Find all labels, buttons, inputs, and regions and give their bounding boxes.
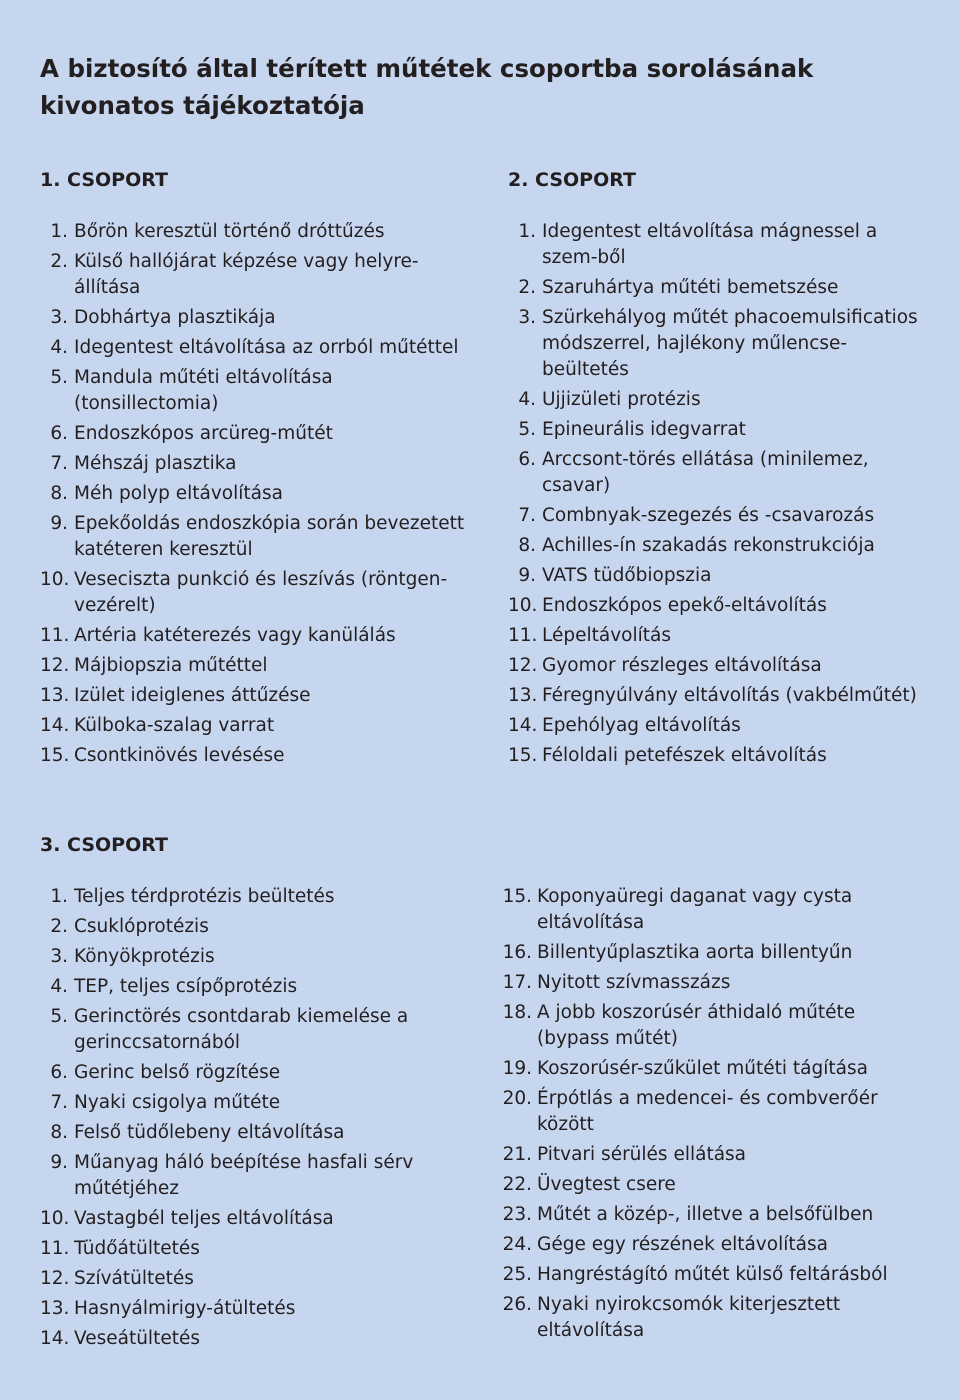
list-item <box>40 1004 470 1056</box>
list-item <box>508 219 928 271</box>
list-item <box>502 1292 922 1344</box>
list-item <box>502 1056 922 1082</box>
item-text: A jobb koszorúsér áthidaló műtéte (bypass műtét) <box>537 1002 856 1049</box>
list-item <box>40 623 470 649</box>
list-item <box>40 1296 470 1322</box>
item-number: 5. <box>518 419 536 440</box>
list-item <box>40 914 470 940</box>
item-number: 7. <box>50 453 68 474</box>
list-item <box>40 365 470 417</box>
group1-heading: 1. CSOPORT <box>40 169 168 191</box>
item-text: Koponyaüregi daganat vagy cysta eltávolítása <box>537 886 853 933</box>
item-number: 14. <box>40 1328 70 1349</box>
item-number: 10. <box>40 1208 70 1229</box>
item-text: Műanyag háló beépítése hasfali sérv műtétjéhez <box>74 1152 414 1199</box>
list-item <box>508 563 928 589</box>
list-item <box>508 743 928 769</box>
list-item <box>40 451 470 477</box>
list-item <box>508 387 928 413</box>
list-item <box>508 447 928 499</box>
item-number: 5. <box>50 1006 68 1027</box>
item-text: TEP, teljes csípőprotézis <box>74 976 298 997</box>
item-text: Üvegtest csere <box>537 1174 676 1195</box>
list-item <box>40 335 470 361</box>
item-text: Méhszáj plasztika <box>74 453 237 474</box>
item-text: Szürkehályog műtét phacoemulsificatios módszerrel, hajlékony műlencse-beültetés <box>542 307 918 380</box>
item-number: 24. <box>502 1234 532 1255</box>
item-text: Epehólyag eltávolítás <box>542 715 741 736</box>
list-item <box>502 1086 922 1138</box>
item-text: Epineurális idegvarrat <box>542 419 746 440</box>
list-item <box>502 884 922 936</box>
item-text: Bőrön keresztül történő dróttűzés <box>74 221 385 242</box>
item-text: Külső hallójárat képzése vagy helyre-állítása <box>74 251 419 298</box>
list-item <box>508 623 928 649</box>
item-text: Csuklóprotézis <box>74 916 209 937</box>
item-number: 10. <box>508 595 538 616</box>
item-number: 11. <box>508 625 538 646</box>
group3-list-right <box>502 884 922 1348</box>
list-item <box>40 567 470 619</box>
list-item <box>502 1262 922 1288</box>
group3-list-left <box>40 884 470 1356</box>
item-number: 14. <box>40 715 70 736</box>
item-text: Gerinctörés csontdarab kiemelése a gerinccsatornából <box>74 1006 409 1053</box>
list-item <box>40 511 470 563</box>
list-item <box>502 1172 922 1198</box>
item-number: 13. <box>40 685 70 706</box>
item-text: Arccsont-törés ellátása (minilemez, csavar) <box>542 449 869 496</box>
list-item <box>502 1202 922 1228</box>
item-text: Tüdőátültetés <box>74 1238 200 1259</box>
item-number: 13. <box>508 685 538 706</box>
item-number: 3. <box>518 307 536 328</box>
item-text: Epekőoldás endoszkópia során bevezetett katéteren keresztül <box>74 513 465 560</box>
item-text: Achilles-ín szakadás rekonstrukciója <box>542 535 875 556</box>
item-number: 4. <box>518 389 536 410</box>
item-number: 12. <box>40 1268 70 1289</box>
list-item <box>508 275 928 301</box>
item-text: Dobhártya plasztikája <box>74 307 276 328</box>
item-text: Műtét a közép-, illetve a belsőfülben <box>537 1204 874 1225</box>
group2-list <box>508 219 928 773</box>
item-text: Artéria katéterezés vagy kanülálás <box>74 625 396 646</box>
item-number: 3. <box>50 307 68 328</box>
group1-list <box>40 219 470 773</box>
item-text: Nyitott szívmasszázs <box>537 972 731 993</box>
list-item <box>508 503 928 529</box>
item-number: 6. <box>50 1062 68 1083</box>
item-number: 6. <box>50 423 68 444</box>
list-item <box>502 1232 922 1258</box>
item-text: Érpótlás a medencei- és combverőér között <box>537 1088 878 1135</box>
item-text: Könyökprotézis <box>74 946 215 967</box>
item-number: 2. <box>518 277 536 298</box>
item-text: Gerinc belső rögzítése <box>74 1062 281 1083</box>
title-line: A biztosító által térített műtétek csoportba sorolásának <box>40 54 814 83</box>
item-text: Billentyűplasztika aorta billentyűn <box>537 942 853 963</box>
item-number: 7. <box>50 1092 68 1113</box>
item-number: 17. <box>502 972 532 993</box>
item-number: 12. <box>40 655 70 676</box>
list-item <box>508 683 928 709</box>
item-number: 2. <box>50 251 68 272</box>
item-text: Mandula műtéti eltávolítása (tonsillectomia) <box>74 367 333 414</box>
item-text: Szaruhártya műtéti bemetszése <box>542 277 839 298</box>
item-number: 26. <box>502 1294 532 1315</box>
item-number: 22. <box>502 1174 532 1195</box>
item-number: 1. <box>50 221 68 242</box>
list-item <box>40 1120 470 1146</box>
item-number: 4. <box>50 337 68 358</box>
item-text: Hasnyálmirigy-átültetés <box>74 1298 296 1319</box>
group2-heading: 2. CSOPORT <box>508 169 636 191</box>
item-number: 7. <box>518 505 536 526</box>
item-text: Külboka-szalag varrat <box>74 715 275 736</box>
item-number: 8. <box>518 535 536 556</box>
item-text: Endoszkópos arcüreg-műtét <box>74 423 333 444</box>
item-text: Nyaki nyirokcsomók kiterjesztett eltávolítása <box>537 1294 841 1341</box>
list-item <box>508 417 928 443</box>
item-number: 6. <box>518 449 536 470</box>
item-number: 5. <box>50 367 68 388</box>
item-text: Combnyak-szegezés és -csavarozás <box>542 505 875 526</box>
item-number: 1. <box>518 221 536 242</box>
item-text: Méh polyp eltávolítása <box>74 483 283 504</box>
item-number: 2. <box>50 916 68 937</box>
list-item <box>40 1206 470 1232</box>
item-number: 1. <box>50 886 68 907</box>
item-number: 23. <box>502 1204 532 1225</box>
item-number: 25. <box>502 1264 532 1285</box>
item-number: 12. <box>508 655 538 676</box>
list-item <box>40 713 470 739</box>
item-text: Izület ideiglenes áttűzése <box>74 685 311 706</box>
list-item <box>40 305 470 331</box>
item-text: Teljes térdprotézis beültetés <box>74 886 335 907</box>
item-number: 20. <box>502 1088 532 1109</box>
list-item <box>502 1000 922 1052</box>
item-text: Veseátültetés <box>74 1328 200 1349</box>
list-item <box>40 884 470 910</box>
list-item <box>40 1150 470 1202</box>
item-text: Idegentest eltávolítása mágnessel a szem-ből <box>542 221 878 268</box>
list-item <box>40 219 470 245</box>
list-item <box>508 593 928 619</box>
item-number: 21. <box>502 1144 532 1165</box>
list-item <box>40 743 470 769</box>
page-title <box>40 50 900 124</box>
list-item <box>508 653 928 679</box>
item-number: 19. <box>502 1058 532 1079</box>
item-text: Gyomor részleges eltávolítása <box>542 655 822 676</box>
item-number: 13. <box>40 1298 70 1319</box>
item-number: 10. <box>40 569 70 590</box>
list-item <box>40 1266 470 1292</box>
item-number: 11. <box>40 1238 70 1259</box>
list-item <box>40 1060 470 1086</box>
item-text: Koszorúsér-szűkület műtéti tágítása <box>537 1058 868 1079</box>
item-text: Felső tüdőlebeny eltávolítása <box>74 1122 345 1143</box>
item-text: Idegentest eltávolítása az orrból műtéttel <box>74 337 459 358</box>
item-number: 8. <box>50 1122 68 1143</box>
list-item <box>40 481 470 507</box>
list-item <box>502 1142 922 1168</box>
list-item <box>508 305 928 383</box>
list-item <box>40 1326 470 1352</box>
list-item <box>40 1236 470 1262</box>
list-item <box>508 713 928 739</box>
item-text: Csontkinövés levésése <box>74 745 285 766</box>
list-item <box>40 653 470 679</box>
item-number: 18. <box>502 1002 532 1023</box>
item-text: Gége egy részének eltávolítása <box>537 1234 828 1255</box>
list-item <box>508 533 928 559</box>
item-number: 9. <box>50 1152 68 1173</box>
item-text: Pitvari sérülés ellátása <box>537 1144 747 1165</box>
list-item <box>40 974 470 1000</box>
list-item <box>40 683 470 709</box>
list-item <box>40 944 470 970</box>
group3-heading: 3. CSOPORT <box>40 834 168 856</box>
item-number: 16. <box>502 942 532 963</box>
list-item <box>502 970 922 996</box>
item-text: VATS tüdőbiopszia <box>542 565 712 586</box>
list-item <box>40 1090 470 1116</box>
item-number: 9. <box>518 565 536 586</box>
item-text: Nyaki csigolya műtéte <box>74 1092 281 1113</box>
item-text: Hangréstágító műtét külső feltárásból <box>537 1264 888 1285</box>
item-number: 15. <box>502 886 532 907</box>
list-item <box>40 421 470 447</box>
item-number: 4. <box>50 976 68 997</box>
item-text: Szívátültetés <box>74 1268 194 1289</box>
item-number: 11. <box>40 625 70 646</box>
item-text: Endoszkópos epekő-eltávolítás <box>542 595 827 616</box>
item-number: 14. <box>508 715 538 736</box>
item-number: 15. <box>40 745 70 766</box>
title-line: kivonatos tájékoztatója <box>40 91 365 120</box>
item-number: 15. <box>508 745 538 766</box>
item-text: Ujjizületi protézis <box>542 389 701 410</box>
item-text: Féloldali petefészek eltávolítás <box>542 745 827 766</box>
item-text: Lépeltávolítás <box>542 625 671 646</box>
item-text: Féregnyúlvány eltávolítás (vakbélműtét) <box>542 685 917 706</box>
item-number: 9. <box>50 513 68 534</box>
list-item <box>502 940 922 966</box>
list-item <box>40 249 470 301</box>
item-text: Májbiopszia műtéttel <box>74 655 268 676</box>
item-number: 8. <box>50 483 68 504</box>
item-text: Vastagbél teljes eltávolítása <box>74 1208 334 1229</box>
item-text: Veseciszta punkció és leszívás (röntgen-vezérelt) <box>74 569 448 616</box>
item-number: 3. <box>50 946 68 967</box>
